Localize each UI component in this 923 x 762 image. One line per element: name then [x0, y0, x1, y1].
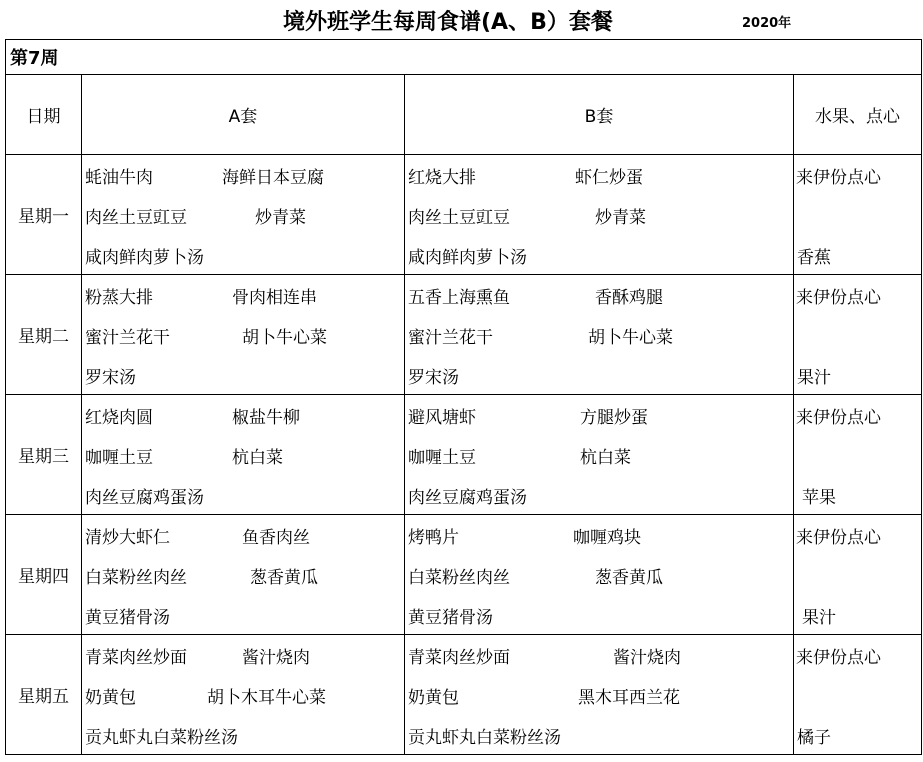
dish-item: 咖喱土豆	[85, 448, 153, 468]
menu-set-b-cell	[405, 395, 794, 515]
day-row	[6, 155, 922, 275]
dish-item: 罗宋汤	[85, 368, 136, 388]
day-row	[6, 515, 922, 635]
snack-fruit-cell	[794, 155, 922, 275]
dish-item: 葱香黄瓜	[250, 568, 318, 588]
menu-set-a-cell	[82, 515, 405, 635]
dish-item: 黄豆猪骨汤	[85, 608, 170, 628]
menu-set-a-cell	[82, 155, 405, 275]
dish-item: 肉丝土豆豇豆	[408, 208, 510, 228]
dish-item: 红烧大排	[408, 168, 476, 188]
dish-item: 清炒大虾仁	[85, 528, 170, 548]
dish-item: 海鲜日本豆腐	[222, 168, 324, 188]
snack-item: 来伊份点心	[796, 528, 881, 548]
dish-item: 咸肉鲜肉萝卜汤	[408, 248, 527, 268]
day-label: 星期三	[6, 395, 82, 515]
year-label: 2020年	[742, 16, 792, 31]
dish-item: 青菜肉丝炒面	[408, 648, 510, 668]
dish-item: 烤鸭片	[408, 528, 459, 548]
snack-fruit-cell	[794, 395, 922, 515]
fruit-item: 苹果	[802, 488, 836, 508]
title-bar	[0, 0, 923, 40]
dish-item: 葱香黄瓜	[595, 568, 663, 588]
dish-item: 方腿炒蛋	[580, 408, 648, 428]
dish-item: 黑木耳西兰花	[578, 688, 680, 708]
page-title: 境外班学生每周食谱(A、B）套餐	[283, 10, 613, 35]
day-label: 星期四	[6, 515, 82, 635]
snack-item: 来伊份点心	[796, 648, 881, 668]
fruit-item: 果汁	[797, 368, 831, 388]
snack-item: 来伊份点心	[796, 168, 881, 188]
dish-item: 炒青菜	[595, 208, 646, 228]
snack-fruit-cell	[794, 635, 922, 755]
dish-item: 粉蒸大排	[85, 288, 153, 308]
dish-item: 黄豆猪骨汤	[408, 608, 493, 628]
column-header-b: B套	[405, 75, 794, 155]
day-row	[6, 275, 922, 395]
day-label: 星期一	[6, 155, 82, 275]
day-row	[6, 635, 922, 755]
header-row	[6, 75, 922, 155]
snack-fruit-cell	[794, 515, 922, 635]
menu-set-b-cell	[405, 275, 794, 395]
menu-table	[5, 39, 922, 755]
week-label: 第7周	[6, 40, 922, 75]
dish-item: 香酥鸡腿	[595, 288, 663, 308]
dish-item: 胡卜牛心菜	[242, 328, 327, 348]
dish-item: 咸肉鲜肉萝卜汤	[85, 248, 204, 268]
dish-item: 罗宋汤	[408, 368, 459, 388]
dish-item: 咖喱土豆	[408, 448, 476, 468]
dish-item: 白菜粉丝肉丝	[408, 568, 510, 588]
dish-item: 避风塘虾	[408, 408, 476, 428]
menu-set-a-cell	[82, 635, 405, 755]
dish-item: 白菜粉丝肉丝	[85, 568, 187, 588]
day-label: 星期五	[6, 635, 82, 755]
dish-item: 贡丸虾丸白菜粉丝汤	[85, 728, 238, 748]
dish-item: 酱汁烧肉	[242, 648, 310, 668]
dish-item: 五香上海熏鱼	[408, 288, 510, 308]
dish-item: 胡卜牛心菜	[588, 328, 673, 348]
fruit-item: 果汁	[802, 608, 836, 628]
dish-item: 贡丸虾丸白菜粉丝汤	[408, 728, 561, 748]
dish-item: 蜜汁兰花干	[85, 328, 170, 348]
dish-item: 酱汁烧肉	[613, 648, 681, 668]
snack-item: 来伊份点心	[796, 288, 881, 308]
dish-item: 鱼香肉丝	[242, 528, 310, 548]
dish-item: 奶黄包	[85, 688, 136, 708]
dish-item: 虾仁炒蛋	[575, 168, 643, 188]
dish-item: 蜜汁兰花干	[408, 328, 493, 348]
column-header-extra: 水果、点心	[794, 75, 922, 155]
dish-item: 青菜肉丝炒面	[85, 648, 187, 668]
snack-item: 来伊份点心	[796, 408, 881, 428]
day-row	[6, 395, 922, 515]
day-rows	[6, 155, 922, 755]
menu-set-b-cell	[405, 635, 794, 755]
dish-item: 杭白菜	[232, 448, 283, 468]
menu-set-a-cell	[82, 395, 405, 515]
dish-item: 椒盐牛柳	[232, 408, 300, 428]
day-label: 星期二	[6, 275, 82, 395]
dish-item: 肉丝豆腐鸡蛋汤	[408, 488, 527, 508]
dish-item: 肉丝豆腐鸡蛋汤	[85, 488, 204, 508]
fruit-item: 香蕉	[797, 248, 831, 268]
menu-set-a-cell	[82, 275, 405, 395]
dish-item: 骨肉相连串	[232, 288, 317, 308]
dish-item: 杭白菜	[580, 448, 631, 468]
fruit-item: 橘子	[797, 728, 831, 748]
column-header-a: A套	[82, 75, 405, 155]
dish-item: 蚝油牛肉	[85, 168, 153, 188]
dish-item: 咖喱鸡块	[573, 528, 641, 548]
column-header-date: 日期	[6, 75, 82, 155]
snack-fruit-cell	[794, 275, 922, 395]
dish-item: 红烧肉圆	[85, 408, 153, 428]
dish-item: 炒青菜	[255, 208, 306, 228]
dish-item: 奶黄包	[408, 688, 459, 708]
dish-item: 胡卜木耳牛心菜	[207, 688, 326, 708]
menu-set-b-cell	[405, 515, 794, 635]
menu-set-b-cell	[405, 155, 794, 275]
dish-item: 肉丝土豆豇豆	[85, 208, 187, 228]
